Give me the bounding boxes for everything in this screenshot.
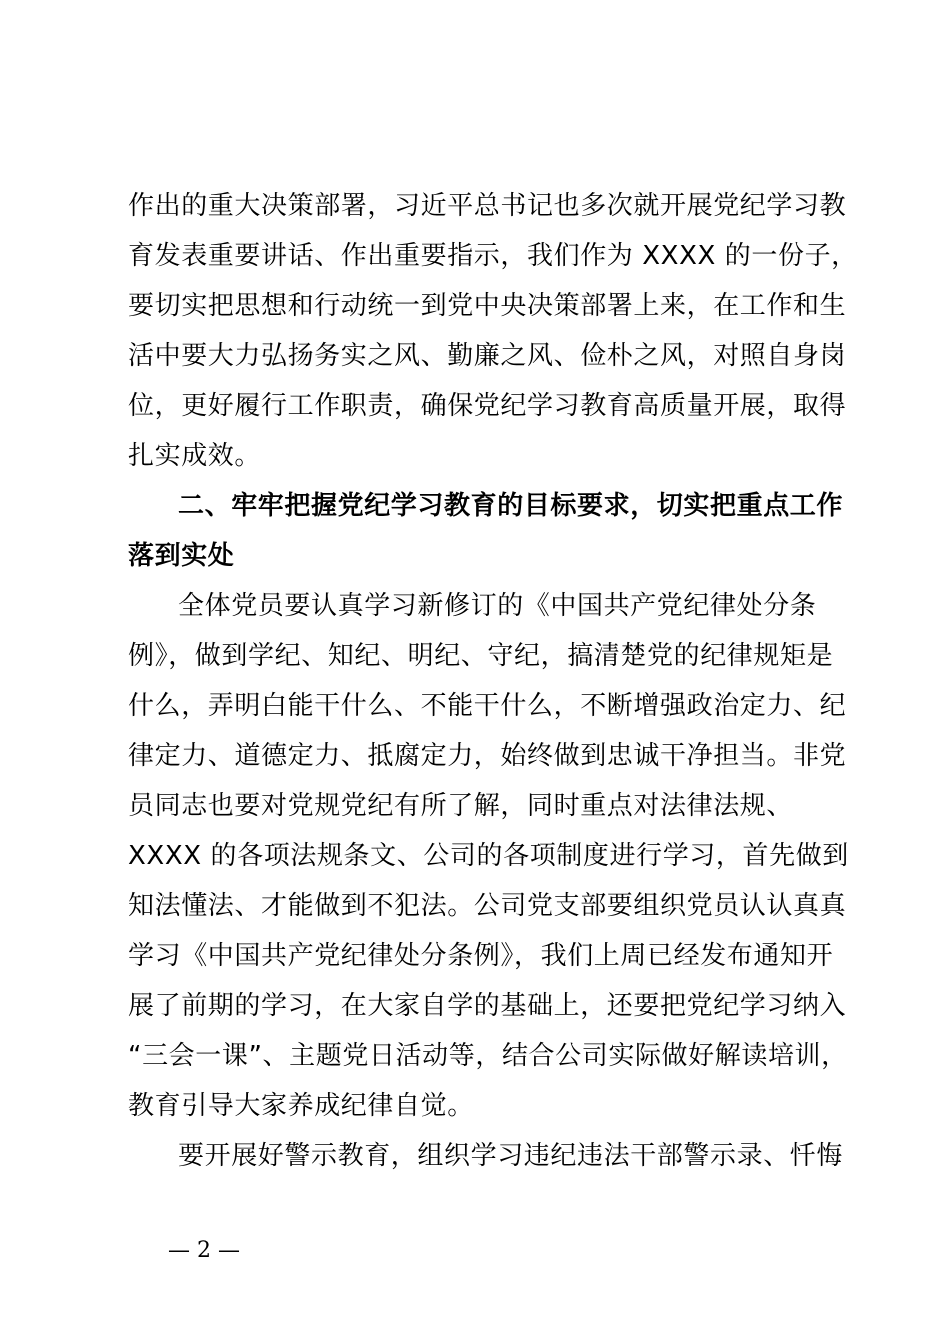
paragraph-2-line-10: “三会一课”、主题党日活动等，结合公司实际做好解读培训， (128, 1041, 848, 1071)
paragraph-3-line-1: 要开展好警示教育，组织学习违纪违法干部警示录、忏悔 (178, 1141, 844, 1171)
paragraph-2-line-1: 全体党员要认真学习新修订的《中国共产党纪律处分条 (178, 591, 817, 621)
page-number: — 2 — (168, 1238, 240, 1263)
paragraph-2-line-8: 学习《中国共产党纪律处分条例》，我们上周已经发布通知开 (128, 941, 834, 971)
paragraph-2-line-3: 什么，弄明白能干什么、不能干什么，不断增强政治定力、纪 (128, 691, 847, 721)
paragraph-1-line-1: 作出的重大决策部署，习近平总书记也多次就开展党纪学习教 (128, 191, 847, 221)
paragraph-2-line-6: XXXX 的各项法规条文、公司的各项制度进行学习，首先做到 (128, 841, 849, 871)
paragraph-1-line-2: 育发表重要讲话、作出重要指示，我们作为 XXXX 的一份子， (128, 241, 858, 271)
paragraph-1-line-4: 活中要大力弘扬务实之风、勤廉之风、俭朴之风，对照自身岗 (128, 341, 847, 371)
paragraph-2-line-9: 展了前期的学习，在大家自学的基础上，还要把党纪学习纳入 (128, 991, 847, 1021)
section-heading-line-2: 落到实处 (128, 541, 235, 571)
paragraph-2-line-11: 教育引导大家养成纪律自觉。 (128, 1091, 474, 1121)
paragraph-2-line-2: 例》，做到学纪、知纪、明纪、守纪，搞清楚党的纪律规矩是 (128, 641, 834, 671)
paragraph-1-line-5: 位，更好履行工作职责，确保党纪学习教育高质量开展，取得 (128, 391, 847, 421)
paragraph-1-line-3: 要切实把思想和行动统一到党中央决策部署上来，在工作和生 (128, 291, 847, 321)
paragraph-2-line-5: 员同志也要对党规党纪有所了解，同时重点对法律法规、 (128, 791, 794, 821)
paragraph-2-line-7: 知法懂法、才能做到不犯法。公司党支部要组织党员认认真真 (128, 891, 847, 921)
paragraph-2-line-4: 律定力、道德定力、抵腐定力，始终做到忠诚干净担当。非党 (128, 741, 847, 771)
section-heading-line-1: 二、牢牢把握党纪学习教育的目标要求，切实把重点工作 (178, 491, 844, 521)
paragraph-1-line-6: 扎实成效。 (128, 441, 262, 471)
